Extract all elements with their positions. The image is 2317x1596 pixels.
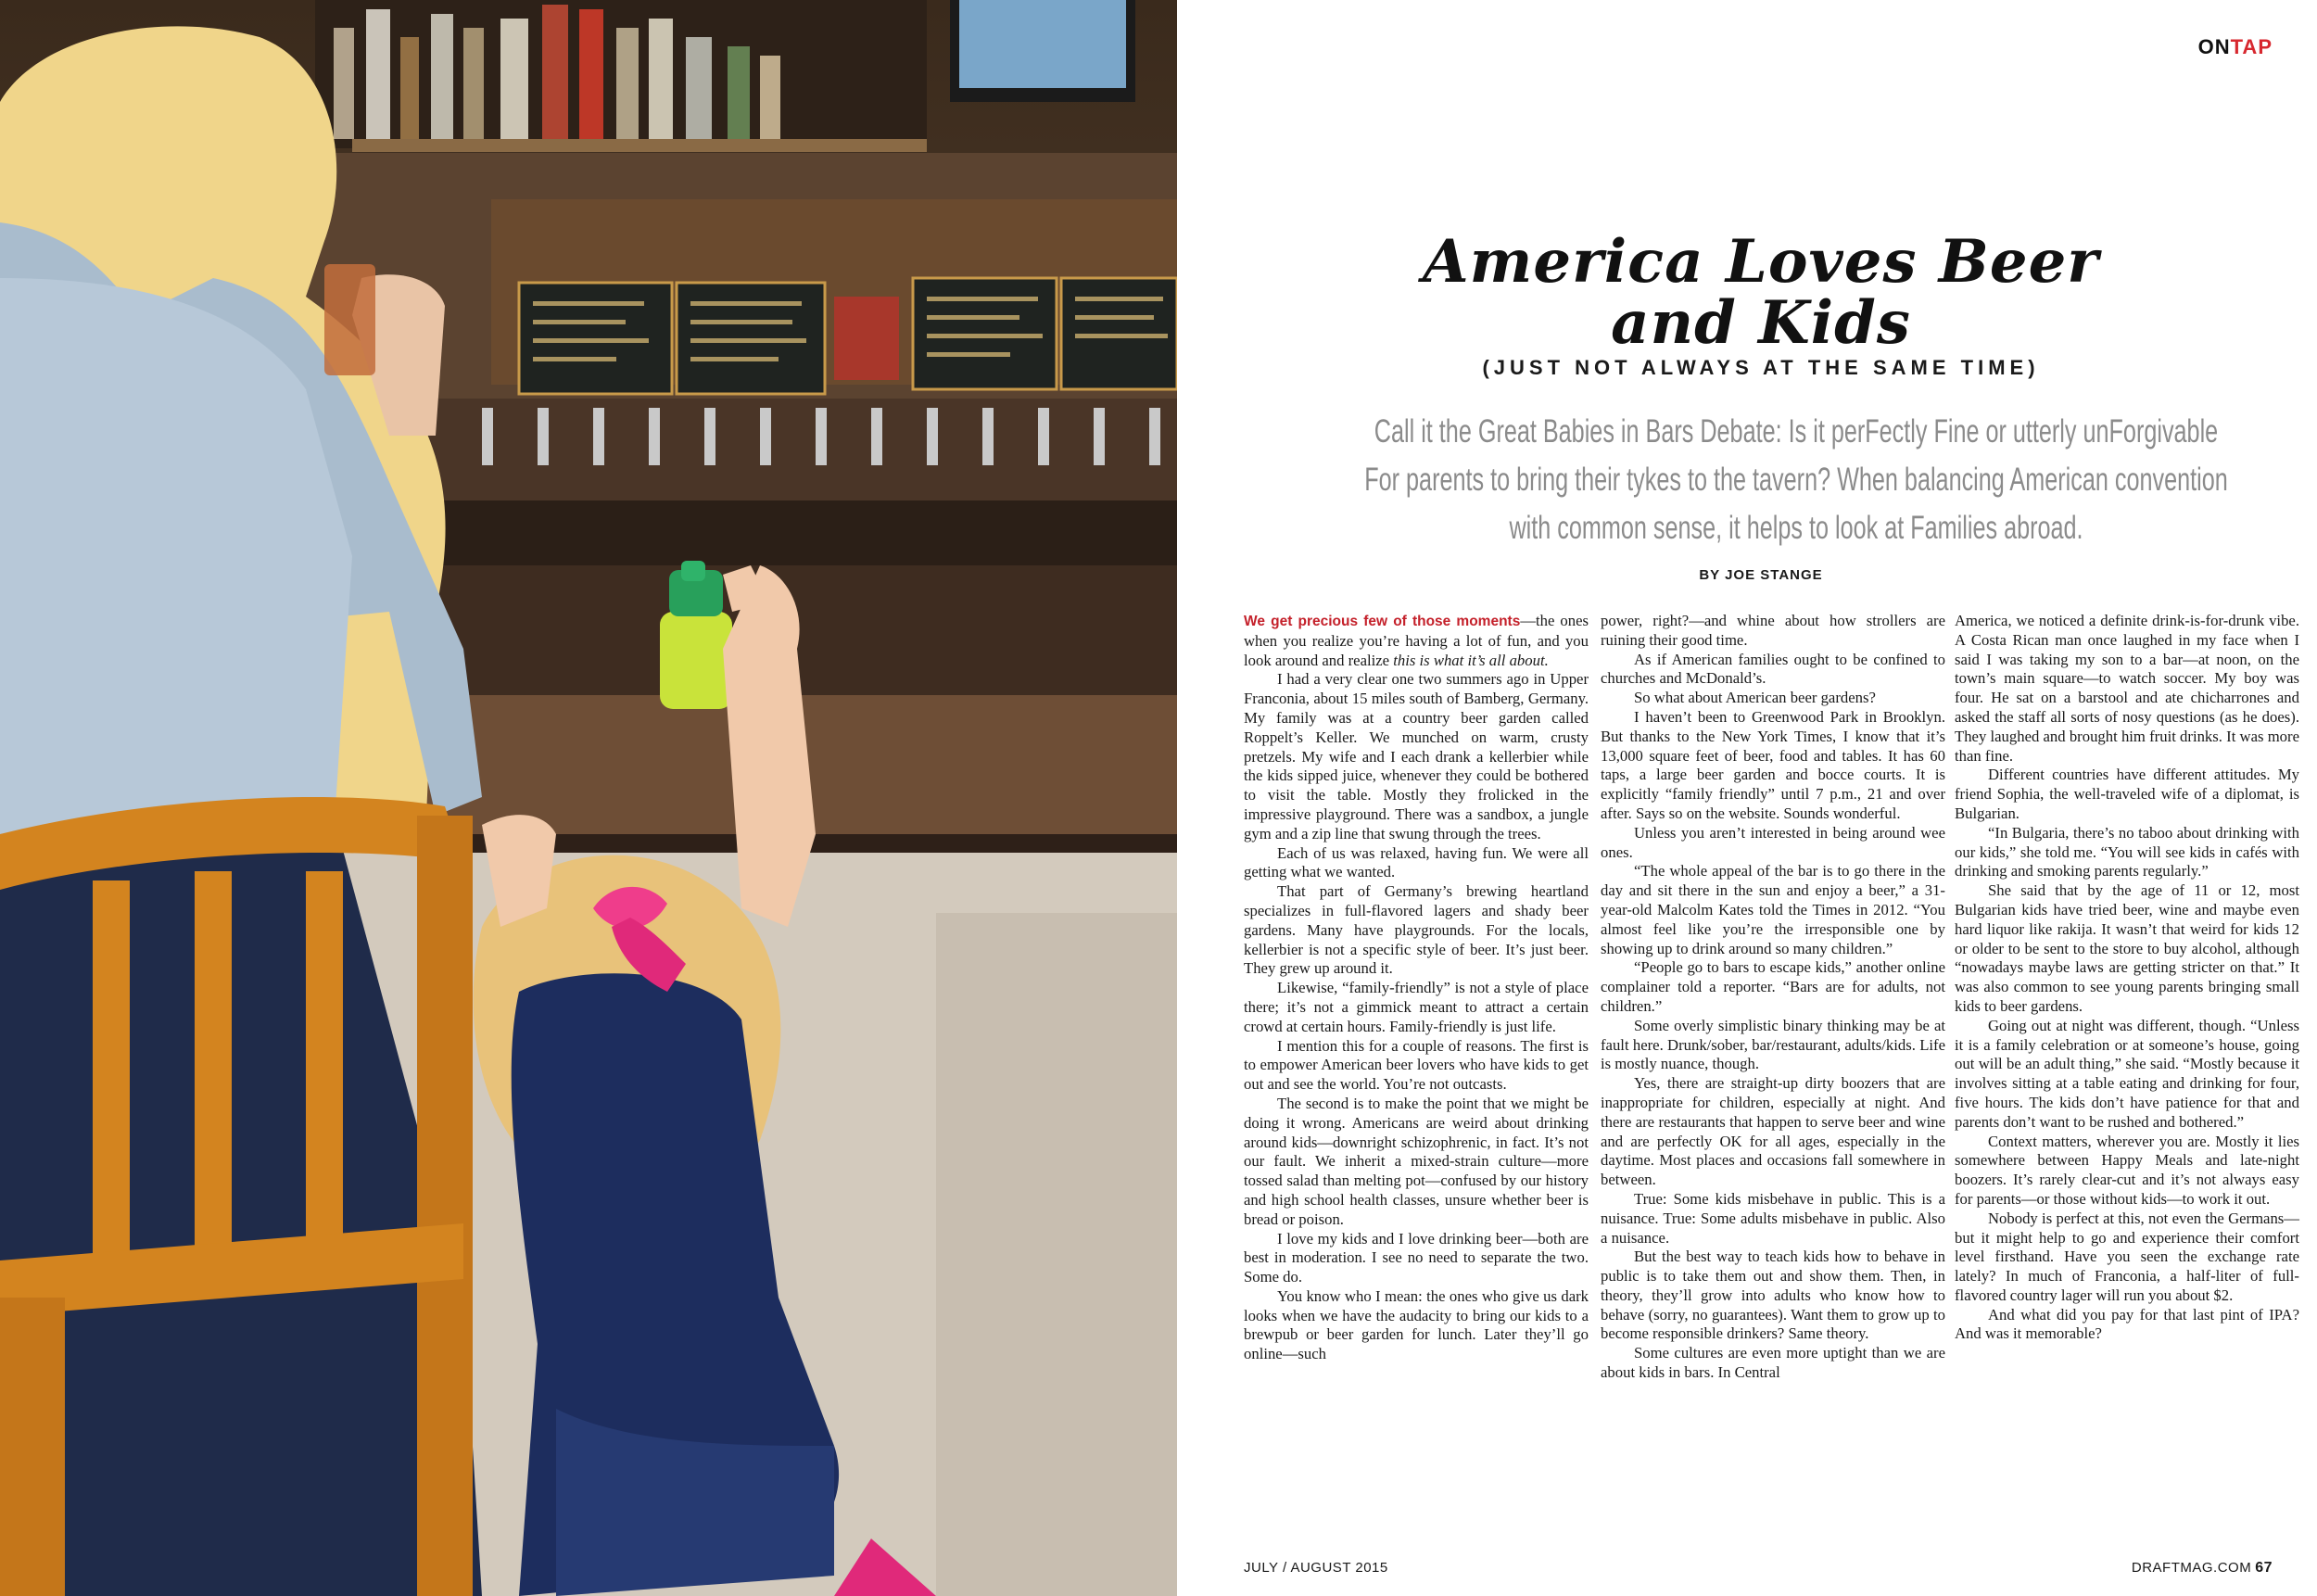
paragraph — [1244, 612, 1589, 670]
paragraph: So what about American beer gardens? — [1634, 689, 1876, 707]
paragraph: I had a very clear one two summers ago in Upper Franconia, about 15 miles south of Bamberg, Germany. My family was at a country beer garden called Roppelt’s Keller. We munched on warm, crusty pretzels. My wife and I each drank a kellerbier while the kids sipped juice, whenever they could be bothered to visit the table. Mostly they frolicked in the impressive playground. There was a sandbox, a jungle gym and a zip line that swung through the trees. — [1244, 670, 1589, 842]
paragraph: Some overly simplistic binary thinking may be at fault here. Drunk/sober, bar/restaurant, adults/kids. Life is mostly nuance, though. — [1601, 1016, 1945, 1073]
paragraph: I love my kids and I love drinking beer—both are best in moderation. I see no need to separate the two. Some do. — [1244, 1229, 1589, 1286]
article-column-3 — [1955, 612, 2299, 1344]
paragraph: Different countries have different attitudes. My friend Sophia, the well-traveled wife of a diplomat, is Bulgarian. — [1955, 766, 2299, 822]
byline: BY JOE STANGE — [1699, 567, 1823, 583]
lead-in: We get precious few of those moments — [1244, 614, 1521, 629]
paragraph: Yes, there are straight-up dirty boozers that are inappropriate for children, especially at night. And there are restaurants that happen to serve beer and wine and are perfectly OK for all ages, especially in the daytime. Most places and occasions fall somewhere in between. — [1601, 1074, 1945, 1189]
paragraph: Going out at night was different, though. “Unless it is a family celebration or at someone’s house, going out will be an adult thing,” she said. “Mostly because it involves sitting at a table eating and drinking for four, five hours. The kids don’t have patience for that and parents don’t want to be rushed and bothered.” — [1955, 1016, 2299, 1131]
paragraph: Some cultures are even more uptight than we are about kids in bars. In Central — [1601, 1344, 1945, 1382]
paragraph: Likewise, “family-friendly” is not a style of place there; it’s not a gimmick meant to attract a certain crowd at certain hours. Family-friendly is just life. — [1244, 979, 1589, 1035]
page-footer — [2132, 1560, 2273, 1577]
paragraph: Nobody is perfect at this, not even the Germans—but it might help to go and experience their comfort level firsthand. Have you seen the exchange rate lately? In much of Franconia, a half-liter of full-flavored country lager will run you about $2. — [1955, 1209, 2299, 1304]
site-name: DRAFTMAG.COM — [2131, 1560, 2252, 1576]
paragraph: As if American families ought to be confined to churches and McDonald’s. — [1601, 650, 1945, 688]
deck-line-3: with common sense, it helps to look at Families abroad. — [1509, 510, 2083, 546]
issue-date-footer: JULY / AUGUST 2015 — [1244, 1560, 1388, 1576]
paragraph: America, we noticed a definite drink-is-for-drunk vibe. A Costa Rican man once laughed in my face when I said I was taking my son to a bar—at noon, on the town’s main square—to watch soccer. My boy was four. He sat on a barstool and ate chicharrones and asked the staff all sorts of nosy questions (as he does). They laughed and brought him fruit drinks. It was more than fine. — [1955, 612, 2299, 765]
deck-line-2: For parents to bring their tykes to the tavern? When balancing American convention — [1364, 462, 2228, 498]
paragraph: I haven’t been to Greenwood Park in Brooklyn. But thanks to the New York Times, I know that it’s 13,000 square feet of beer, food and tables. It has 60 taps, a large beer garden and bocce courts. It is explicitly “family friendly” until 7 p.m., 21 and over after. Says so on the website. Sounds wonderful. — [1601, 707, 1945, 822]
paragraph: I mention this for a couple of reasons. The first is to empower American beer lovers who have kids to get out and see the world. You’re not outcasts. — [1244, 1036, 1589, 1094]
paragraph: But the best way to teach kids how to behave in public is to take them out and show them. Then, in theory, they’ll grow into adults who know how to behave (sorry, no guarantees). Want them to grow up to become responsible drinkers? Same theory. — [1601, 1248, 1945, 1343]
section-tag — [2198, 35, 2273, 59]
article-column-1 — [1244, 612, 1589, 1364]
paragraph: power, right?—and whine about how strollers are ruining their good time. — [1601, 612, 1945, 649]
paragraph: Unless you aren’t interested in being around wee ones. — [1601, 823, 1945, 861]
paragraph-text: —the ones when you realize you’re having a lot of fun, and you look around and realize — [1244, 612, 1589, 669]
sippy-cup — [660, 561, 732, 709]
paragraph: The second is to make the point that we might be doing it wrong. Americans are weird about drinking around kids—downright schizophrenic, in fact. It’s not our fault. We inherit a mixed-strain culture—more tossed salad than melting pot—confused by our history and high school health classes, unsure whether beer is bread or poison. — [1244, 1094, 1589, 1228]
section-tag-suffix: TAP — [2230, 35, 2273, 58]
headline — [1205, 227, 2317, 358]
headline-line-2: and Kids — [1611, 288, 1911, 358]
paragraph: “The whole appeal of the bar is to go there in the day and sit there in the sun and enjoy a beer,” a 31-year-old Malcolm Kates told the Times in 2012. “You almost feel like you’re the irresponsible one by showing up to drink around so many children.” — [1601, 862, 1945, 957]
paragraph: “People go to bars to escape kids,” another online complainer told a reporter. “Bars are for adults, not children.” — [1601, 958, 1945, 1015]
paragraph: “In Bulgaria, there’s no taboo about drinking with our kids,” she told me. “You will see kids in cafés with drinking and smoking parents regularly.” — [1955, 823, 2299, 880]
paragraph: That part of Germany’s brewing heartland specializes in full-flavored lagers and shady beer gardens. Many have playgrounds. For the locals, kellerbier is not a specific style of beer. It’s just beer. They grew up around it. — [1244, 882, 1589, 978]
deck-line-1: Call it the Great Babies in Bars Debate: Is it perFectly Fine or utterly unForgivable — [1374, 413, 2219, 450]
article-column-2 — [1601, 612, 1945, 1383]
deck — [1305, 408, 2287, 552]
paragraph: Each of us was relaxed, having fun. We were all getting what we wanted. — [1244, 843, 1589, 881]
paragraph: She said that by the age of 11 or 12, most Bulgarian kids have tried beer, wine and maybe even hard liquor like rakija. It wasn’t that weird for kids 12 or older to be sent to the store to buy alcohol, although “nowadays maybe laws are getting stricter on that.” It was also common to see young parents bringing small kids to beer gardens. — [1955, 881, 2299, 1015]
headline-line-1: America Loves Beer — [1423, 227, 2099, 297]
paragraph: You know who I mean: the ones who give us dark looks when we have the audacity to bring our kids to a brewpub or beer garden for lunch. Later they’ll go online—such — [1244, 1286, 1589, 1363]
paragraph-italic: this is what it’s all about. — [1393, 651, 1549, 669]
page-number: 67 — [2255, 1560, 2273, 1576]
paragraph: Context matters, wherever you are. Mostly it lies somewhere between Happy Meals and late-night boozers. It’s rarely clear-cut and it’s not always easy for parents—or those without kids—to work it out. — [1955, 1132, 2299, 1208]
section-tag-prefix: ON — [2197, 35, 2231, 58]
subheadline: (JUST NOT ALWAYS AT THE SAME TIME) — [1482, 356, 2040, 379]
paragraph: And what did you pay for that last pint of IPA? And was it memorable? — [1955, 1305, 2299, 1343]
paragraph: True: Some kids misbehave in public. This is a nuisance. True: Some adults misbehave in public. Also a nuisance. — [1601, 1189, 1945, 1247]
